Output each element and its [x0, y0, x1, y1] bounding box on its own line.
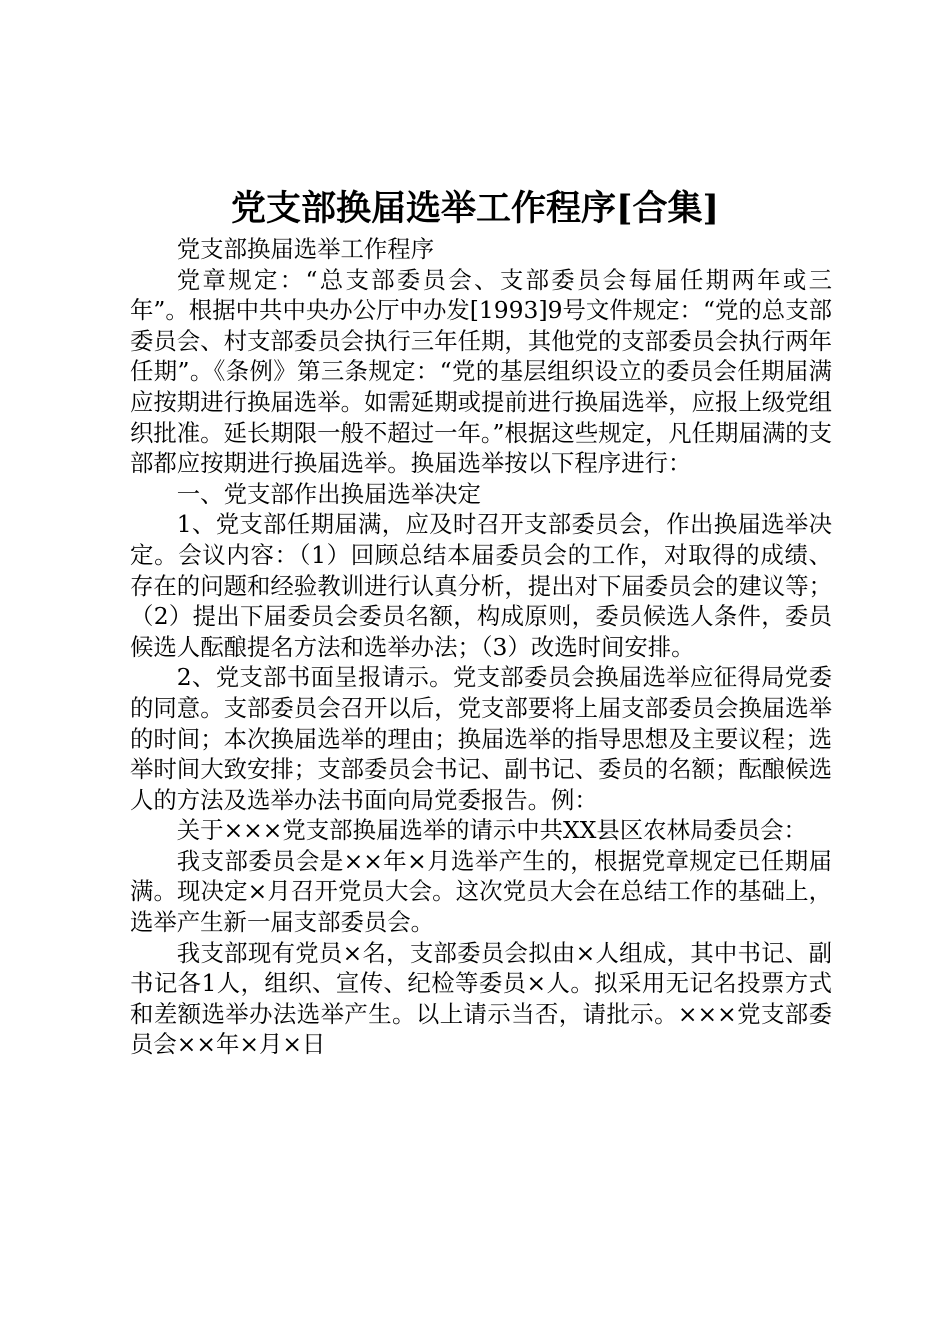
paragraph-request-body-1: 我支部委员会是××年×月选举产生的，根据党章规定已任期届满。现决定×月召开党员大会。这次党员大会在总结工作的基础上，选举产生新一届支部委员会。 — [130, 846, 832, 937]
paragraph-step-2: 2、党支部书面呈报请示。党支部委员会换届选举应征得局党委的同意。支部委员会召开以后，党支部要将上届支部委员会换届选举的时间；本次换届选举的理由；换届选举的指导思想及主要议程；选举时间大致安排；支部委员会书记、副书记、委员的名额；酝酿候选人的方法及选举办法书面向局党委报告。例： — [130, 663, 832, 814]
paragraph-request-title: 关于×××党支部换届选举的请示中共XX县区农林局委员会： — [176, 816, 807, 845]
document-title: 党支部换届选举工作程序[合集] — [230, 188, 720, 229]
paragraph-subtitle: 党支部换届选举工作程序 — [176, 235, 435, 263]
paragraph-step-1: 1、党支部任期届满，应及时召开支部委员会，作出换届选举决定。会议内容：（1）回顾总结本届委员会的工作，对取得的成绩、存在的问题和经验教训进行认真分析，提出对下届委员会的建议等；（2）提出下届委员会委员名额，构成原则，委员候选人条件，委员候选人酝酿提名方法和选举办法；（3）改选时间安排。 — [130, 510, 832, 661]
document-body — [130, 234, 832, 1060]
paragraph-party-constitution: 党章规定：“总支部委员会、支部委员会每届任期两年或三年”。根据中共中央办公厅中办发[1993]9号文件规定：“党的总支部委员会、村支部委员会执行三年任期，其他党的支部委员会执行两年任期”。《条例》第三条规定：“党的基层组织设立的委员会任期届满应按期进行换届选举。如需延期或提前进行换届选举，应报上级党组织批准。延长期限一般不超过一年。”根据这些规定，凡任期届满的支部都应按期进行换届选举。换届选举按以下程序进行： — [130, 265, 832, 478]
section-heading-1: 一、党支部作出换届选举决定 — [176, 479, 481, 508]
paragraph-request-body-2: 我支部现有党员×名，支部委员会拟由×人组成，其中书记、副书记各1人，组织、宣传、纪检等委员×人。拟采用无记名投票方式和差额选举办法选举产生。以上请示当否，请批示。×××党支部委员会××年×月×日 — [130, 938, 832, 1059]
